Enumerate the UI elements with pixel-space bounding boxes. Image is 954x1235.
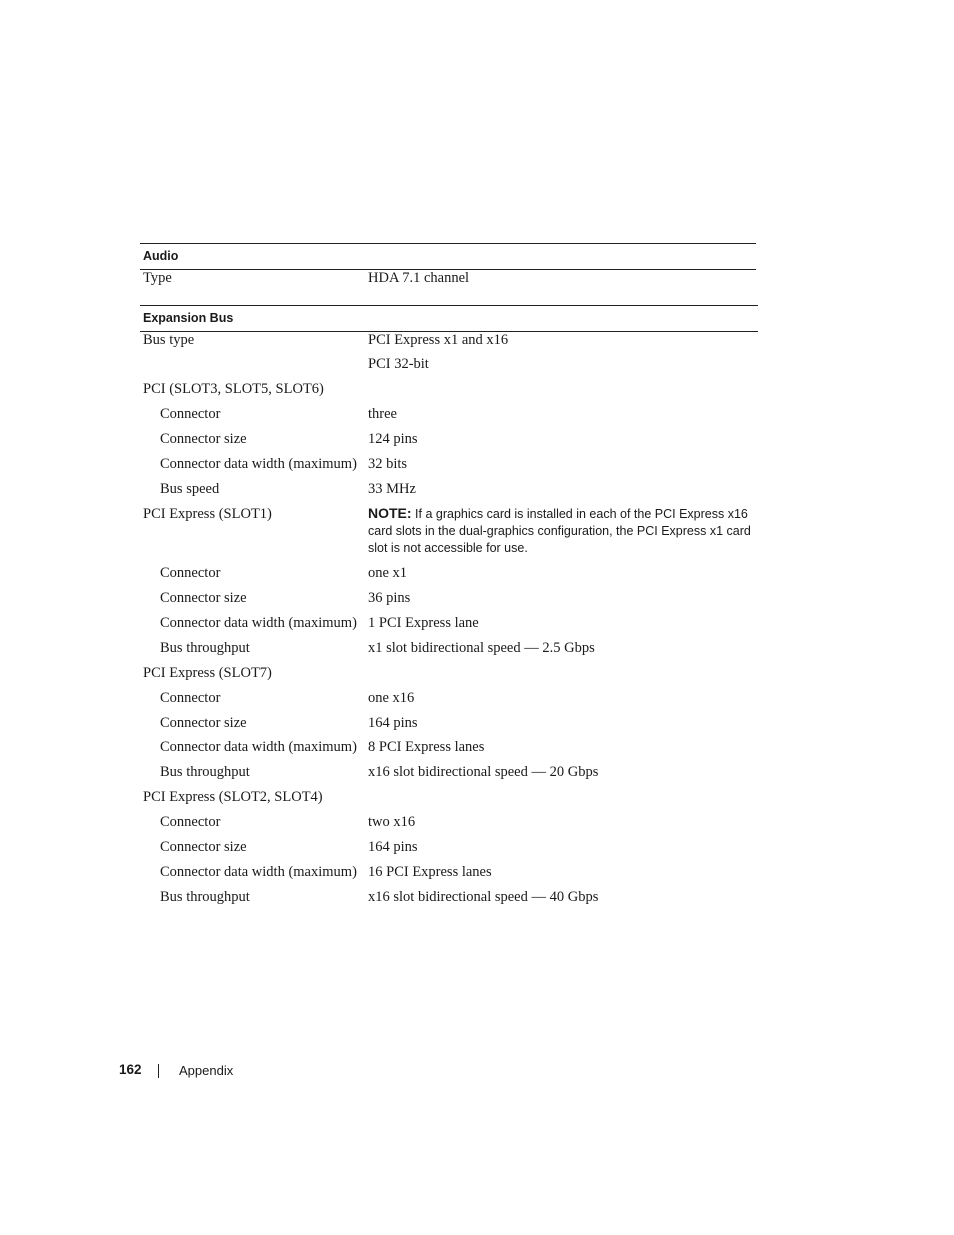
spec-value: 124 pins [368, 431, 418, 447]
spec-row-bus-type [0, 332, 954, 352]
spec-row [0, 456, 954, 476]
spec-label: Connector size [160, 715, 247, 731]
spec-label: Connector data width (maximum) [160, 739, 357, 755]
spec-label: Connector data width (maximum) [160, 456, 357, 472]
footer-divider [158, 1064, 159, 1078]
spec-value: one x16 [368, 690, 415, 706]
spec-group-label: PCI Express (SLOT7) [143, 665, 272, 681]
spec-row [0, 615, 954, 635]
spec-group-label: PCI Express (SLOT2, SLOT4) [143, 789, 323, 805]
spec-label: Bus speed [160, 481, 220, 497]
spec-row [0, 640, 954, 660]
audio-heading-text: Audio [143, 249, 179, 263]
spec-value: 32 bits [368, 456, 408, 472]
spec-row-type [0, 270, 954, 290]
spec-value: 8 PCI Express lanes [368, 739, 485, 755]
note-box [368, 505, 758, 557]
spec-row [0, 764, 954, 784]
spec-group-pcie-slot2-slot4 [0, 789, 954, 809]
spec-value: PCI 32-bit [368, 356, 429, 372]
spec-value: three [368, 406, 397, 422]
spec-label: Bus throughput [160, 640, 250, 656]
spec-row [0, 739, 954, 759]
spec-label: Connector size [160, 839, 247, 855]
spec-row [0, 565, 954, 585]
spec-row [0, 590, 954, 610]
spec-value: 36 pins [368, 590, 411, 606]
spec-group-pci [0, 381, 954, 401]
spec-row [0, 431, 954, 451]
spec-row [0, 814, 954, 834]
spec-value: 164 pins [368, 839, 418, 855]
spec-label: Connector [160, 565, 221, 581]
spec-value: two x16 [368, 814, 416, 830]
spec-row [0, 690, 954, 710]
expansion-bus-heading-text: Expansion Bus [143, 311, 234, 325]
spec-value: 164 pins [368, 715, 418, 731]
page-number: 162 [119, 1062, 142, 1077]
spec-row [0, 481, 954, 501]
spec-value: PCI Express x1 and x16 [368, 332, 509, 348]
spec-row [0, 715, 954, 735]
audio-section-heading [140, 243, 756, 270]
spec-group-pcie-slot7 [0, 665, 954, 685]
spec-label: Bus throughput [160, 764, 250, 780]
spec-value: 1 PCI Express lane [368, 615, 479, 631]
footer-section-title: Appendix [179, 1063, 234, 1078]
spec-label: Connector [160, 814, 221, 830]
spec-value: one x1 [368, 565, 408, 581]
spec-label: Connector size [160, 431, 247, 447]
note-label: NOTE: [368, 505, 412, 521]
spec-label: Type [143, 270, 172, 286]
spec-label: Connector data width (maximum) [160, 864, 357, 880]
spec-value: 16 PCI Express lanes [368, 864, 492, 880]
note-text: If a graphics card is installed in each of the PCI Express x16 card slots in the dual-graphics configuration, the PCI Express x1 card slot is not accessible for use. [368, 507, 751, 555]
spec-label: Connector data width (maximum) [160, 615, 357, 631]
spec-row [0, 406, 954, 426]
spec-value: 33 MHz [368, 481, 416, 497]
expansion-bus-section-heading [140, 305, 758, 332]
spec-value: HDA 7.1 channel [368, 270, 470, 286]
spec-value: x1 slot bidirectional speed — 2.5 Gbps [368, 640, 595, 656]
spec-group-label: PCI (SLOT3, SLOT5, SLOT6) [143, 381, 324, 397]
spec-value: x16 slot bidirectional speed — 40 Gbps [368, 889, 599, 905]
spec-label: Connector [160, 690, 221, 706]
spec-label: Connector [160, 406, 221, 422]
spec-label: Connector size [160, 590, 247, 606]
spec-label: Bus throughput [160, 889, 250, 905]
spec-row [0, 839, 954, 859]
spec-row [0, 889, 954, 909]
spec-row [0, 864, 954, 884]
spec-value: x16 slot bidirectional speed — 20 Gbps [368, 764, 599, 780]
spec-row-bus-type-2 [0, 356, 954, 376]
spec-group-label: PCI Express (SLOT1) [143, 506, 272, 522]
spec-label: Bus type [143, 332, 195, 348]
